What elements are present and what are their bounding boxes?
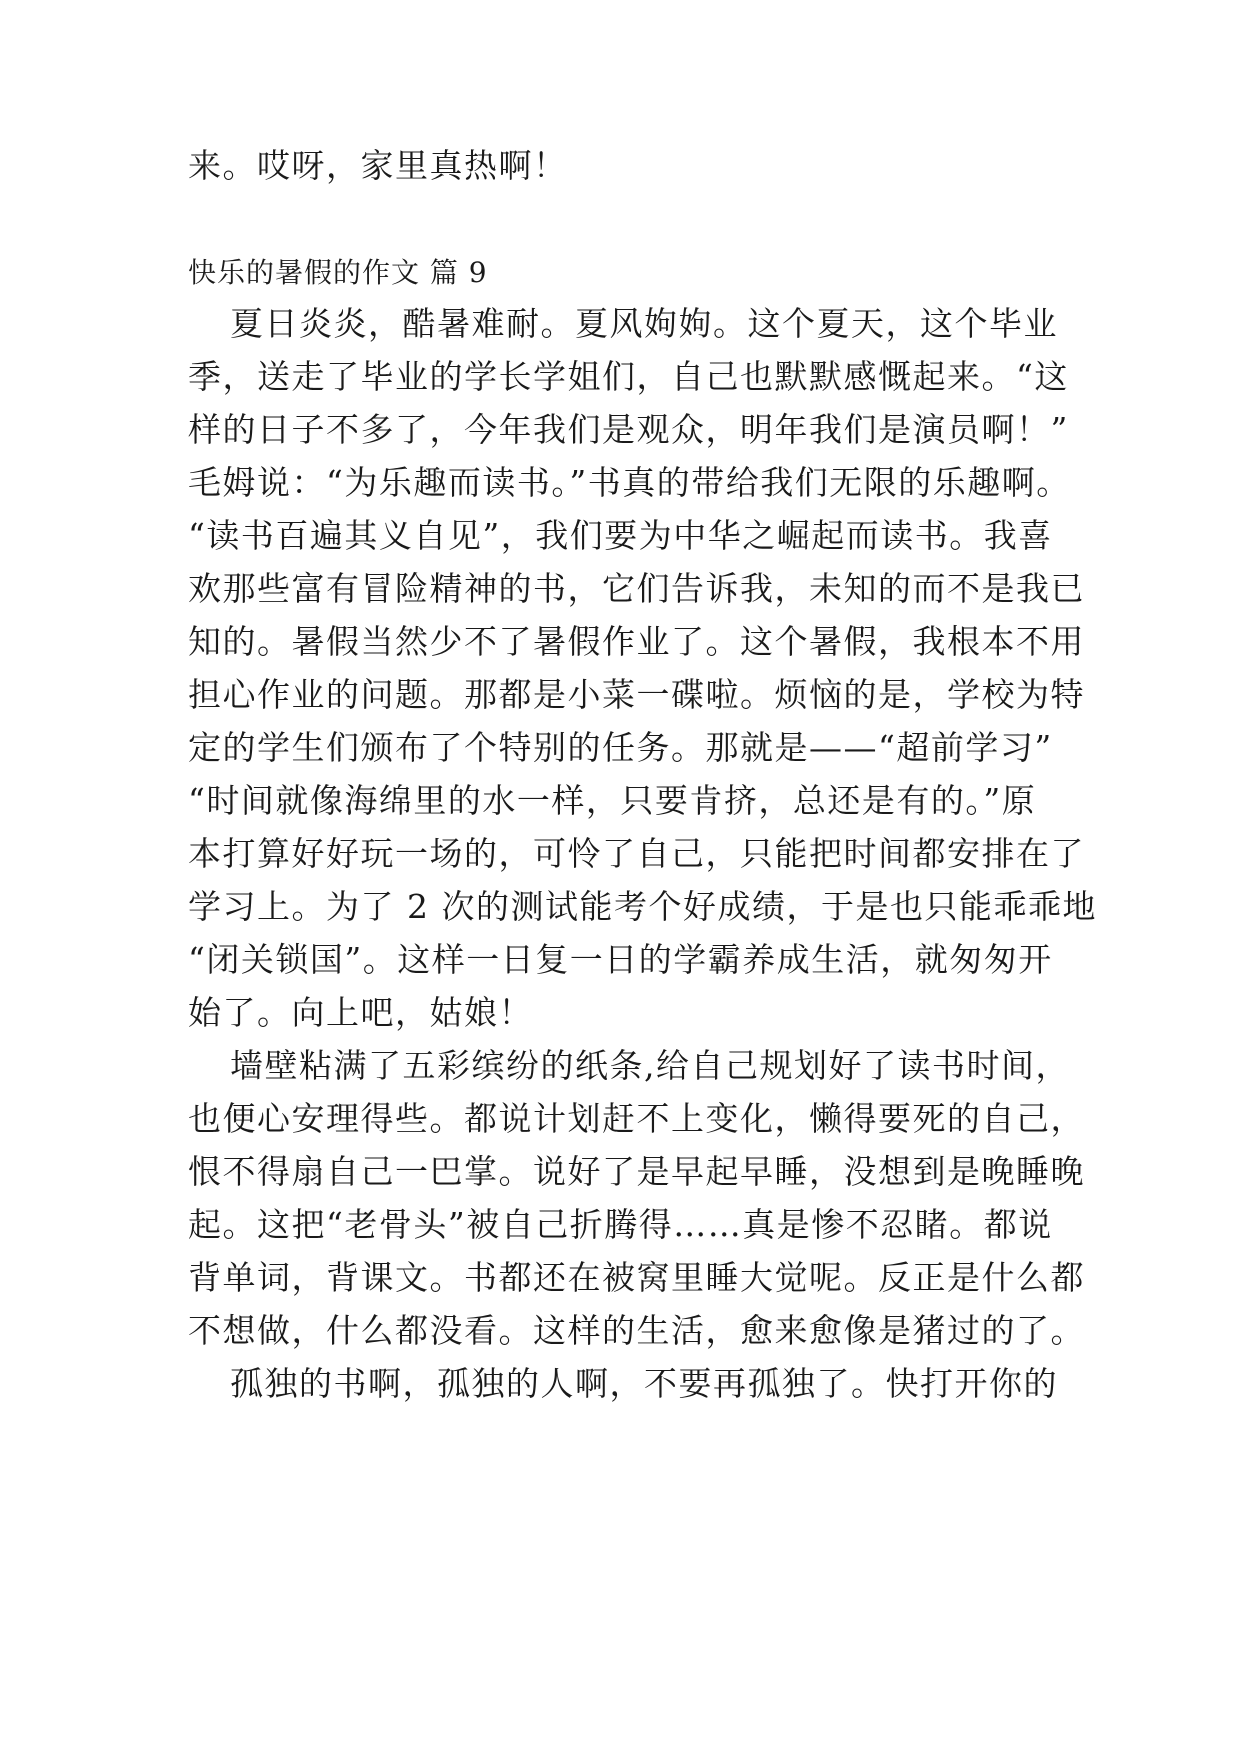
paragraph-line: 不想做，什么都没看。这样的生活，愈来愈像是猪过的了。	[188, 1311, 1085, 1350]
paragraph-line: 恨不得扇自己一巴掌。说好了是早起早睡，没想到是晚睡晚	[188, 1152, 1085, 1191]
paragraph-line: 本打算好好玩一场的，可怜了自己，只能把时间都安排在了	[188, 834, 1085, 873]
paragraph-line: 学习上。为了 2 次的测试能考个好成绩，于是也只能乖乖地	[188, 887, 1097, 926]
paragraph-line: 孤独的书啊，孤独的人啊，不要再孤独了。快打开你的	[230, 1364, 1058, 1403]
section-heading: 快乐的暑假的作文 篇 9	[188, 256, 488, 289]
paragraph-line: 起。这把“老骨头”被自己折腾得……真是惨不忍睹。都说	[188, 1205, 1053, 1244]
paragraph-line: “时间就像海绵里的水一样，只要肯挤，总还是有的。”原	[188, 781, 1037, 820]
paragraph-line: 夏日炎炎，酷暑难耐。夏风姁姁。这个夏天，这个毕业	[230, 304, 1058, 343]
paragraph-line: 毛姆说：“为乐趣而读书。”书真的带给我们无限的乐趣啊。	[188, 463, 1071, 502]
paragraph-line: 背单词，背课文。书都还在被窝里睡大觉呢。反正是什么都	[188, 1258, 1085, 1297]
paragraph-line: 定的学生们颁布了个特别的任务。那就是——“超前学习”	[188, 728, 1053, 767]
paragraph-line: 知的。暑假当然少不了暑假作业了。这个暑假，我根本不用	[188, 622, 1085, 661]
paragraph-line: 样的日子不多了，今年我们是观众，明年我们是演员啊！”	[188, 410, 1069, 449]
paragraph-line: “读书百遍其义自见”，我们要为中华之崛起而读书。我喜	[188, 516, 1053, 555]
paragraph-line: 也便心安理得些。都说计划赶不上变化，懒得要死的自己，	[188, 1099, 1085, 1138]
paragraph-line: 季，送走了毕业的学长学姐们，自己也默默感慨起来。“这	[188, 357, 1069, 396]
paragraph-line: 来。哎呀，家里真热啊！	[188, 146, 568, 185]
paragraph-line: 墙壁粘满了五彩缤纷的纸条,给自己规划好了读书时间，	[230, 1046, 1070, 1085]
paragraph-line: 欢那些富有冒险精神的书，它们告诉我，未知的而不是我已	[188, 569, 1085, 608]
paragraph-line: 担心作业的问题。那都是小菜一碟啦。烦恼的是，学校为特	[188, 675, 1085, 714]
paragraph-line: 始了。向上吧，姑娘！	[188, 993, 533, 1032]
paragraph-line: “闭关锁国”。这样一日复一日的学霸养成生活，就匆匆开	[188, 940, 1053, 979]
